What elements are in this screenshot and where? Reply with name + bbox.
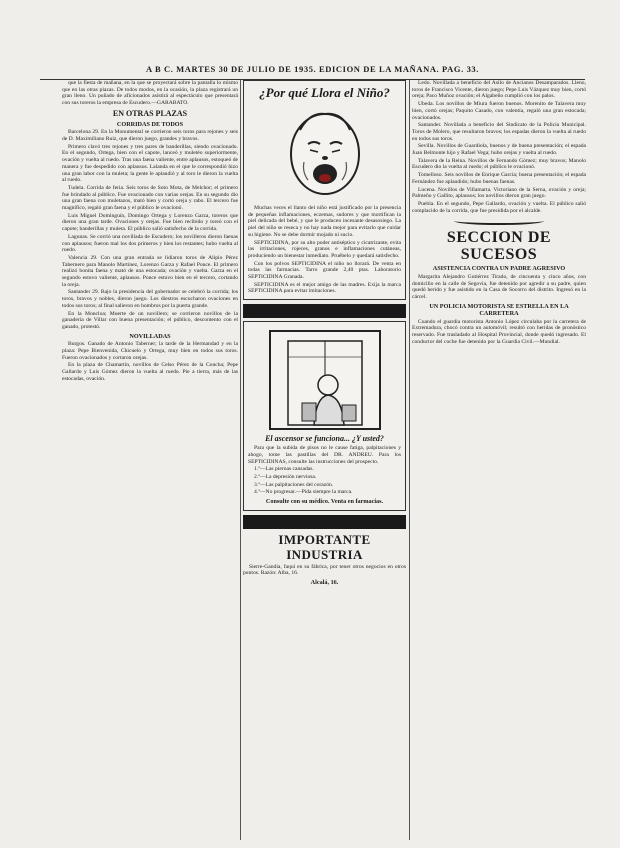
article-paragraph: Lagunas. Se corrió una novillada de Escudero; los novilleros dieron faenas con aplausos; fueron mal los dos primeros y bien los restantes; hubo vuelta al ruedo. <box>62 233 238 254</box>
article-paragraph: Sevilla. Novillos de Guardiola, buenos y de buena presentación; el espada Juan Belmonte hijo y Rafael Vega; hubo orejas y vuelta al ruedo. <box>412 143 586 157</box>
crying-baby-illustration <box>280 102 370 202</box>
article-paragraph: Talavera de la Reina. Novillos de Fernando Gómez; muy bravos; Manolo Escudero dio la vuelta al ruedo; el público le ovacionó. <box>412 157 586 171</box>
article-paragraph: Luis Miguel Dominguín, Domingo Ortega y Lorenzo Garza, toreros que dieron una gran tarde. Ovaciones y orejas. Fue bien recibido y toreó con el capote; banderillas y muleta. El público salió satisfecho de la corrida. <box>62 212 238 233</box>
column-3 <box>412 80 586 840</box>
subheading-padre-agresivo: ASISTENCIA CONTRA UN PADRE AGRESIVO <box>432 265 566 273</box>
dark-banner <box>243 304 406 318</box>
intro-paragraph: que la fiesta de mañana, en la que se proyectará sobre la pantalla lo mismo que en las otras plazas. De todos modos, en la ocasión, la plaza registrará un gran lleno. Un puñado de aficionados asistirá al espectáculo que presentará con sus toreros la empresa de Escudero.—GARABATO. <box>62 80 238 107</box>
ad-paragraph: Para que la subida de pisos no le cause fatiga, palpitaciones y ahogo, tome las pastillas del DR. ANDREU. Para los SEPTICIDINAS, consulte las instrucciones del prospecto. <box>248 445 401 465</box>
article-paragraph: Burgos. Ganado de Antonio Taberner; la tarde de la Hermandad y en la plaza: Pepe Bienvenida, Chicuelo y Ortega, muy bien en todos sus toros. Fueron ovacionados y cortaron orejas. <box>62 341 238 361</box>
decorative-divider <box>454 217 544 225</box>
article-paragraph: Cuando el guardia motorista Antonio López circulaba por la carretera de Extremadura, chocó contra un automóvil; resultó con heridas de pronóstico reservado. Fue trasladado al Hospital Provincial, donde quedó ingresado. El conductor del coche fue detenido por la Guardia Civil.—Mundial. <box>412 318 586 345</box>
article-paragraph: Ubeda. Los novillos de Miura fueron buenos. Morenito de Talavera muy bien, cortó orejas; Paquito Casado, con valentía, regaló una gran estocada; ovacionados. <box>412 101 586 121</box>
ad-list-item: 2.º—La depresión nerviosa. <box>254 473 317 480</box>
industria-footer: Alcalá, 16. <box>310 578 339 586</box>
elevator-ad-footer: Consulte con su médico. Venta en farmacias. <box>265 498 384 506</box>
ad-paragraph: Con los polvos SEPTICIDINA el niño no llorará. De venta en todas las farmacias. Tarro grande 2,40 ptas. Laboratorio SEPTICIDINA Granada. <box>248 260 401 281</box>
dark-banner <box>243 515 406 529</box>
ad-paragraph: SEPTICIDINA es el mejor amigo de las madres. Exija la marca SEPTICIDINA para evitar imitaciones. <box>248 281 401 295</box>
article-paragraph: Puebla. En el segundo, Pepe Gallardo, ovación y vuelta. El público salió complacido de la corrida, que fue presidida por el alcalde. <box>412 200 586 214</box>
article-paragraph: Santander. Novillada a beneficio del Sindicato de la Policía Municipal. Toros de Molero, que resultaron bravos; los espadas dieron la vuelta al ruedo en todos sus toros. <box>412 122 586 142</box>
septicidina-ad <box>243 80 406 300</box>
column-2-ads <box>243 80 406 840</box>
page-header: A B C. MARTES 30 DE JULIO DE 1935. EDICION DE LA MAÑANA. PAG. 33. <box>146 64 479 74</box>
article-paragraph: Valencia 29. Con una gran entrada se lidiaron toros de Alipio Pérez Tabernero para Manolo Martínez, Lorenzo Garza y Rafael Ponce. El primero realizó bonita faena y mató de una estocada; ovación y vuelta. Garza en el segundo estuvo valiente, aplausos. Ponce estuvo bien en el tercero, cortando la oreja. <box>62 254 238 288</box>
column-divider-1 <box>240 80 241 840</box>
industria-heading: IMPORTANTE INDUSTRIA <box>278 531 371 562</box>
article-paragraph: Ledo. Novillada a beneficio del Asilo de Ancianos Desamparados. Lleno, toros de Francisco Vicente, dieron juego; Pepe Luis Vázquez muy bien, cortó oreja; Paco Muñoz ovación; el Algabeño cumplió con los palos. <box>412 80 586 100</box>
article-paragraph: En la plaza de Chamartín, novillos de Celso Pérez de la Concha; Pepe Gallardo y Luis Gómez dieron la vuelta al ruedo. Pie a tierra, más de las estocadas, ovación. <box>62 362 238 382</box>
subheading-policia-motorista: UN POLICIA MOTORISTA SE ESTRELLA EN LA CARRETERA <box>429 302 569 318</box>
elevator-illustration <box>250 327 400 432</box>
industria-paragraph: Sierre-Gandia, faqui en su fábrica, por tener otros negocios en otros puntos. Razón: Alba, 16. <box>243 563 406 577</box>
article-paragraph: Barcelona 29. En la Monumental se corrieron seis toros para rejones y seis de D. Maximiliano Ruiz, que dieron juego, grandes y bravos. <box>62 129 238 143</box>
article-paragraph: Tomelloso. Seis novillos de Enrique García; buena presentación; el espada Fernández fue aplaudido; hubo buenas faenas. <box>412 172 586 185</box>
article-paragraph: Lucena. Novillos de Villamarta. Victoriano de la Serna, ovación y oreja; Palmeño y Gallito, aplausos; los novillos dieron gran juego. <box>412 186 586 200</box>
article-paragraph: En la Moncloa; Muerte de un novillero; se corrieron novillos de la ganadería de Villar con buena presentación; el público, descontento con el ganado, protestó. <box>62 310 238 330</box>
ad-title: ¿Por qué Llora el Niño? <box>259 85 390 100</box>
column-1 <box>62 80 238 840</box>
subheading-novilladas: NOVILLADAS <box>129 332 171 340</box>
ad-paragraph: Muchas veces el llanto del niño está justificado por la presencia de pequeñas inflamaciones, eczemas, sudores y que mortifican la piel delicada del bebé, y que le producen incesante desasosiego. La piel del niño se reseca y no hay nada mejor para evitarlo que cuidar su higiene. No se debe dormir mojado ni sucio. <box>248 205 401 238</box>
article-paragraph: Santander 29. Bajo la presidencia del gobernador se celebró la corrida; los toros, bravos y nobles, dieron juego. Los diestros escucharon ovaciones en todos sus toros; al final salieron en hombros por la puerta grande. <box>62 289 238 309</box>
ad-paragraph: SEPTICIDINA, por su alto poder antiséptico y cicatrizante, evita las irritaciones, rojeces, granos e inflamaciones cutáneas, produciendo un bienestar inmediato. Pruébelo y quedará satisfecho. <box>248 239 401 259</box>
ad-list-item: 1.º—Las piernas cansadas. <box>254 466 314 473</box>
article-paragraph: Margarita Alejandro Gutiérrez Tirado, de cincuenta y cinco años, con domicilio en la calle de Segovia, fue detenido por agredir a su padre, quien quedó herido y fue asistido en la Casa de Socorro del distrito. Ingresó en la cárcel. <box>412 273 586 300</box>
elevator-ad-title: El ascensor se funciona... ¿Y usted? <box>265 434 384 444</box>
article-paragraph: Tudela. Corrida de feria. Seis toros de Soto Mota, de Melchor; el primero fue brindado al público. Fue ovacionado con varias orejas. En su segundo dio una gran faena con muletazos, mató bien y cortó oreja y rabo. El tercero fue magnífico, regaló gran faena y el público le ovacionó. <box>62 184 238 212</box>
section-heading-otras-plazas: EN OTRAS PLAZAS <box>112 108 188 118</box>
column-divider-2 <box>409 80 410 840</box>
article-paragraph: Primero clavó tres rejones y tres pares de banderillas, siendo ovacionado. En el segundo, Ortega, bien con el capote, lanceó y muletéo superiormente, ovación y vuelta al ruedo. Tras una faena valiente, entre aplausos, estoqueó de manera y fue despedido con aplausos. Lalanda en el que le correspondió hizo una gran labor con la muleta; la gente le aplaudió y al toro le dieron la vuelta al ruedo. <box>62 143 238 184</box>
elevator-ad <box>243 321 406 510</box>
subheading-corridas: CORRIDAS DE TODOS <box>116 120 184 128</box>
ad-list-item: 3.º—Las palpitaciones del corazón. <box>254 481 334 488</box>
ad-list-item: 4.º—No progresar.—Pida siempre la marca. <box>254 489 353 496</box>
section-heading-sucesos: SECCION DE SUCESOS <box>446 229 552 264</box>
